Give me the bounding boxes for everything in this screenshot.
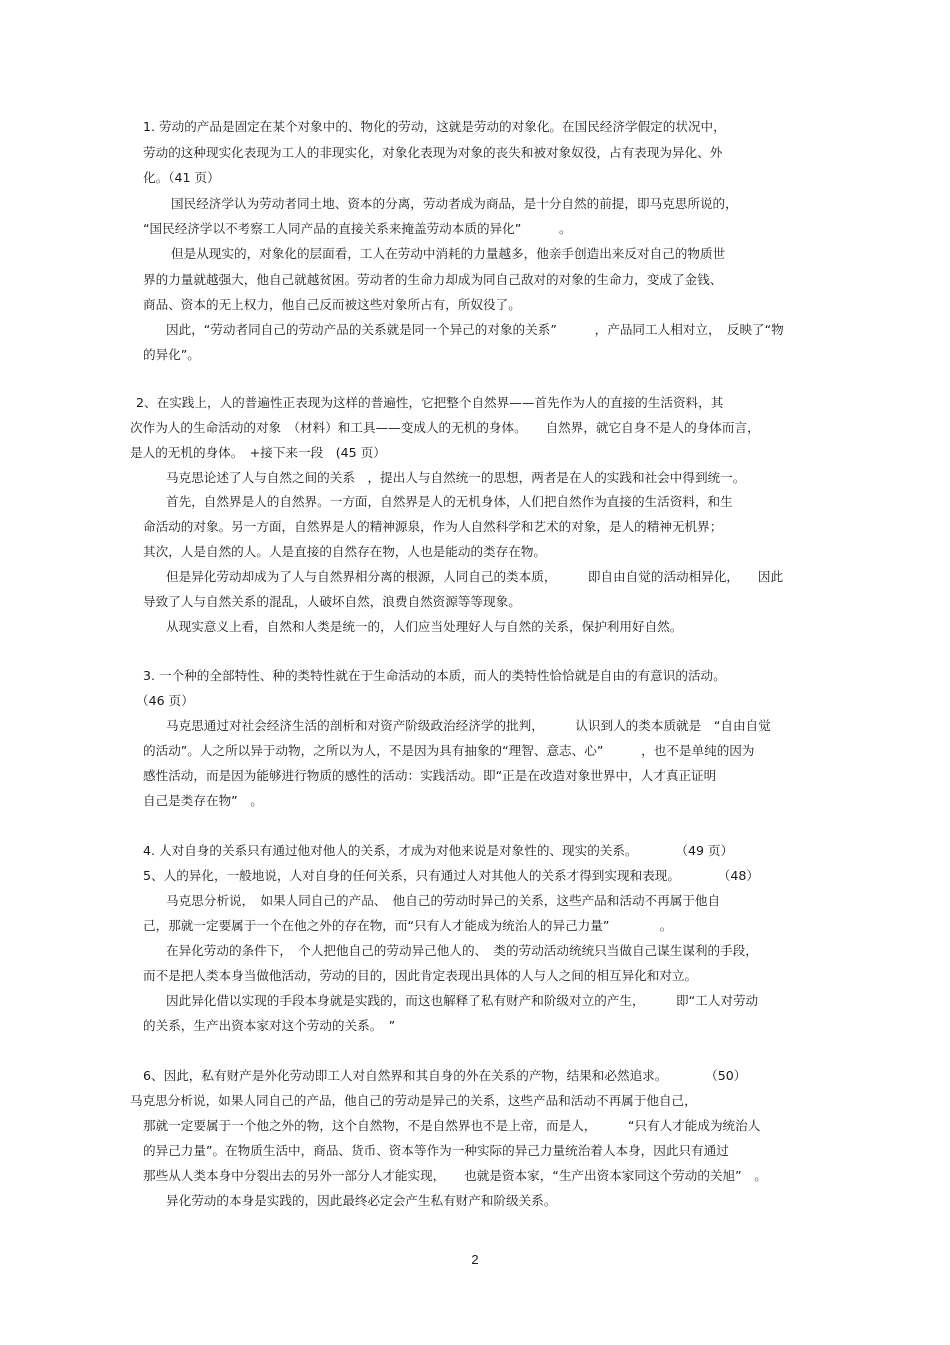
text-line: 因此异化借以实现的手段本身就是实践的，而这也解释了私有财产和阶级对立的产生， 即“工人对劳动 bbox=[166, 993, 759, 1008]
text-line: 因此，“劳动者同自己的劳动产品的关系就是同一个异己的对象的关系” ，产品同工人相对立， 反映了“物 bbox=[166, 322, 784, 337]
text-line: 次作为人的生命活动的对象 （材料）和工具——变成人的无机的身体。 自然界，就它自身不是人的身体而言， bbox=[130, 420, 760, 435]
text-line: （46 页） bbox=[136, 693, 194, 708]
text-line: “国民经济学以不考察工人同产品的直接关系来掩盖劳动本质的异化” 。 bbox=[143, 221, 572, 236]
text-line: 的活动”。人之所以异于动物，之所以为人，不是因为具有抽象的“理智、意志、心” ，也不是单纯的因为 bbox=[143, 743, 755, 758]
text-line: 5、人的异化，一般地说，人对自身的任何关系，只有通过人对其他人的关系才得到实现和表现。 （48） bbox=[143, 868, 759, 883]
text-line: 的异己力量”。在物质生活中，商品、货币、资本等作为一种实际的异己力量统治着人本身，因此只有通过 bbox=[143, 1143, 729, 1158]
text-line: 界的力量就越强大，他自己就越贫困。劳动者的生命力却成为同自己敌对的对象的生命力，变成了金钱、 bbox=[143, 272, 723, 287]
text-line: 商品、资本的无上权力，他自己反而被这些对象所占有，所奴役了。 bbox=[143, 297, 521, 312]
text-line: 的异化”。 bbox=[143, 347, 200, 362]
text-line: 首先，自然界是人的自然界。一方面，自然界是人的无机身体，人们把自然作为直接的生活资料，和生 bbox=[166, 494, 733, 509]
text-line: 马克思分析说，如果人同自己的产品，他自己的劳动是异己的关系，这些产品和活动不再属于他自己， bbox=[130, 1093, 697, 1108]
text-line: 自己是类存在物” 。 bbox=[143, 793, 263, 808]
text-line: 异化劳动的本身是实践的，因此最终必定会产生私有财产和阶级关系。 bbox=[166, 1193, 557, 1208]
text-line: 导致了人与自然关系的混乱，人破坏自然，浪费自然资源等等现象。 bbox=[143, 594, 521, 609]
text-line: 而不是把人类本身当做他活动，劳动的目的，因此肯定表现出具体的人与人之间的相互异化和对立。 bbox=[143, 968, 698, 983]
text-line: 从现实意义上看，自然和人类是统一的，人们应当处理好人与自然的关系，保护利用好自然。 bbox=[166, 619, 683, 634]
text-line: 马克思论述了人与自然之间的关系 ，提出人与自然统一的思想，两者是在人的实践和社会中得到统一。 bbox=[166, 470, 746, 485]
text-line: 但是从现实的，对象化的层面看，工人在劳动中消耗的力量越多，他亲手创造出来反对自己的物质世 bbox=[171, 246, 726, 261]
text-line: 国民经济学认为劳动者同土地、资本的分离，劳动者成为商品，是十分自然的前提，即马克思所说的， bbox=[171, 196, 738, 211]
text-line: 但是异化劳动却成为了人与自然界相分离的根源，人同自己的类本质， 即自由自觉的活动相异化， 因此 bbox=[166, 569, 784, 584]
text-line: 是人的无机的身体。 +接下来一段 (45 页） bbox=[130, 445, 386, 460]
text-line: 那就一定要属于一个他之外的物，这个自然物，不是自然界也不是上帝，而是人， “只有人才能成为统治人 bbox=[143, 1118, 761, 1133]
text-line: 2、在实践上，人的普遍性正表现为这样的普遍性，它把整个自然界——首先作为人的直接的生活资料，其 bbox=[136, 395, 724, 410]
page-number: 2 bbox=[471, 1252, 479, 1267]
text-line: 6、因此，私有财产是外化劳动即工人对自然界和其自身的外在关系的产物，结果和必然追求。 （50） bbox=[143, 1068, 747, 1083]
text-line: 在异化劳动的条件下， 个人把他自己的劳动异己他人的、 类的劳动活动统统只当做自己谋生谋利的手段， bbox=[166, 943, 758, 958]
text-line: 劳动的这种现实化表现为工人的非现实化，对象化表现为对象的丧失和被对象奴役，占有表现为异化、外 bbox=[143, 145, 723, 160]
text-line: 化。（41 页） bbox=[143, 170, 220, 185]
text-line: 3. 一个种的全部特性、种的类特性就在于生命活动的本质，而人的类特性恰恰就是自由的有意识的活动。 bbox=[143, 668, 726, 683]
text-line: 马克思通过对社会经济生活的剖析和对资产阶级政治经济学的批判， 认识到人的类本质就是 “自由自觉 bbox=[166, 718, 771, 733]
text-line: 其次，人是自然的人。人是直接的自然存在物，人也是能动的类存在物。 bbox=[143, 544, 546, 559]
text-line: 的关系，生产出资本家对这个劳动的关系。 ” bbox=[143, 1018, 396, 1033]
text-line: 马克思分析说， 如果人同自己的产品、 他自己的劳动时异己的关系，这些产品和活动不再属于他自 bbox=[166, 893, 721, 908]
text-line: 那些从人类本身中分裂出去的另外一部分人才能实现， 也就是资本家，“生产出资本家同这个劳动的关旭” 。 bbox=[143, 1168, 767, 1183]
text-line: 己，那就一定要属于一个在他之外的存在物，而“只有人才能成为统治人的异己力量” 。 bbox=[143, 918, 673, 933]
text-line: 感性活动，而是因为能够进行物质的感性的活动：实践活动。即“正是在改造对象世界中，人才真正证明 bbox=[143, 768, 717, 783]
text-line: 命活动的对象。另一方面，自然界是人的精神源泉，作为人自然科学和艺术的对象，是人的精神无机界； bbox=[143, 519, 723, 534]
text-line: 1. 劳动的产品是固定在某个对象中的、物化的劳动，这就是劳动的对象化。在国民经济学假定的状况中， bbox=[143, 119, 726, 134]
text-line: 4. 人对自身的关系只有通过他对他人的关系，才成为对他来说是对象性的、现实的关系。 （49 页） bbox=[143, 843, 734, 858]
